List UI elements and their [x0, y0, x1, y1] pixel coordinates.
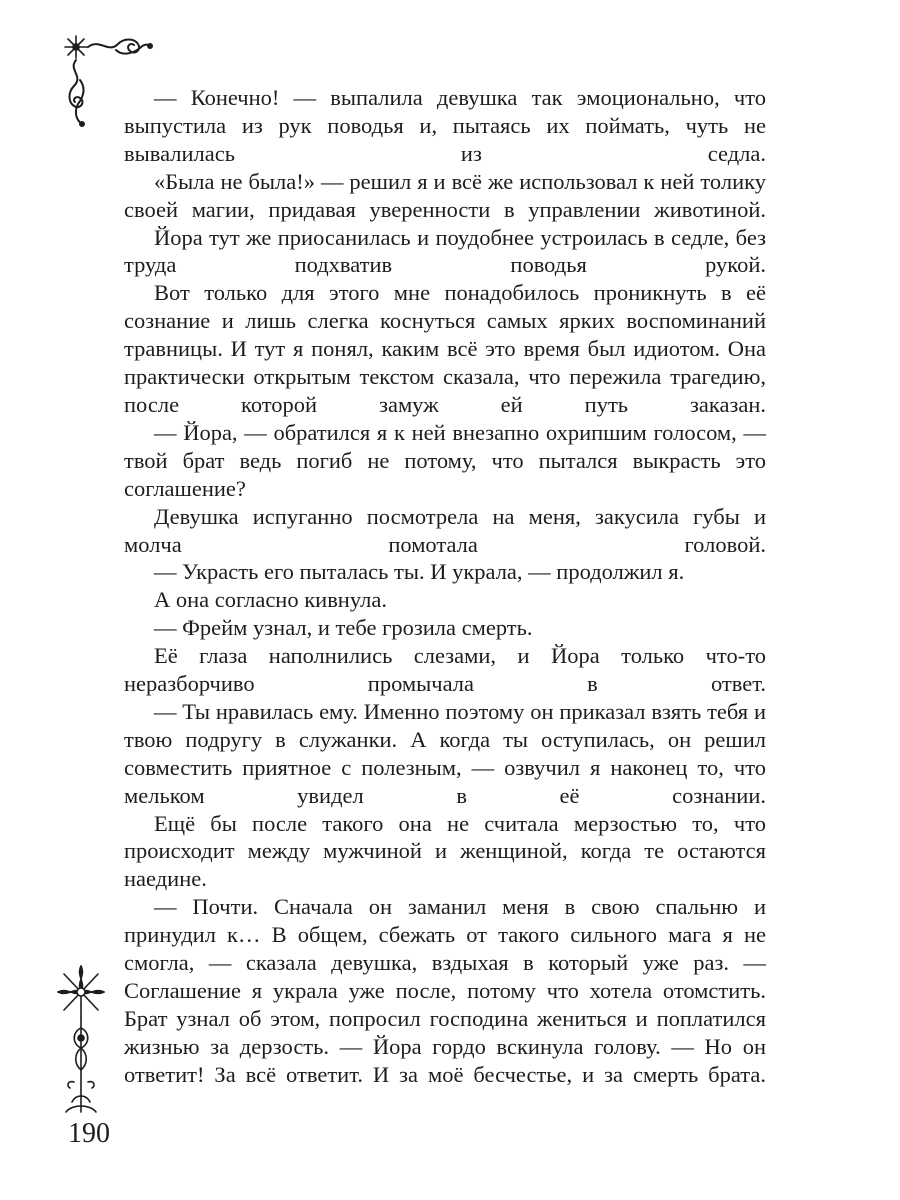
paragraph: Йора тут же приосанилась и поудобнее устроилась в седле, без труда подхватив поводья рукой. [124, 224, 766, 278]
page-number: 190 [68, 1118, 110, 1149]
paragraph: — Ты нравилась ему. Именно поэтому он приказал взять тебя и твою подругу в служанки. А когда ты оступилась, он решил совместить приятное с полезным, — озвучил я наконец то, что мельком увидел в её сознании. [124, 698, 766, 808]
paragraph: А она согласно кивнула. [154, 587, 387, 613]
paragraph: Вот только для этого мне понадобилось проникнуть в её сознание и лишь слегка коснуться самых ярких воспоминаний травницы. И тут я понял, каким всё это время был идиотом. Она практически открытым текстом сказала, что пережила трагедию, после которой замуж ей путь заказан. [124, 280, 766, 417]
scepter-ornament [66, 1018, 96, 1112]
paragraph: Её глаза наполнились слезами, и Йора только что-то неразборчиво промычала в ответ. [124, 643, 766, 697]
paragraph: Девушка испуганно посмотрела на меня, закусила губы и молча помотала головой. [124, 503, 766, 557]
snowflake-icon [58, 966, 104, 1018]
paragraph: — Почти. Сначала он заманил меня в свою спальню и принудил к… В общем, сбежать от такого сильного мага я не смогла, — сказала девушка, вздыхая в который уже раз. — Соглашение я украла уже после, потому что хотела отомстить. Брат узнал об этом, попросил господина жениться и поплатился жизнью за дерзость. — Йора гордо вскинула голову. — Но он ответит! За всё ответит. И за моё бесчестье, и за смерть брата. [124, 894, 766, 1087]
paragraph: — Фрейм узнал, и тебе грозила смерть. [154, 615, 533, 641]
paragraph: «Была не была!» — решил я и всё же использовал к ней толику своей магии, придавая уверенности в управлении животиной. [124, 168, 766, 222]
paragraph: Ещё бы после такого она не считала мерзостью то, что происходит между мужчиной и женщиной, когда те остаются наедине. [124, 810, 766, 892]
side-scepter-ornament [52, 962, 110, 1122]
paragraph: — Йора, — обратился я к ней внезапно охрипшим голосом, — твой брат ведь погиб не потому, что пытался выкрасть это соглашение? [124, 419, 766, 501]
page-text [124, 84, 766, 1089]
paragraph: — Конечно! — выпалила девушка так эмоционально, что выпустила из рук поводья и, пытаясь их поймать, чуть не вывалилась из седла. [124, 85, 766, 166]
paragraph: — Украсть его пыталась ты. И украла, — продолжил я. [154, 559, 685, 585]
snowflake-icon [65, 36, 87, 58]
